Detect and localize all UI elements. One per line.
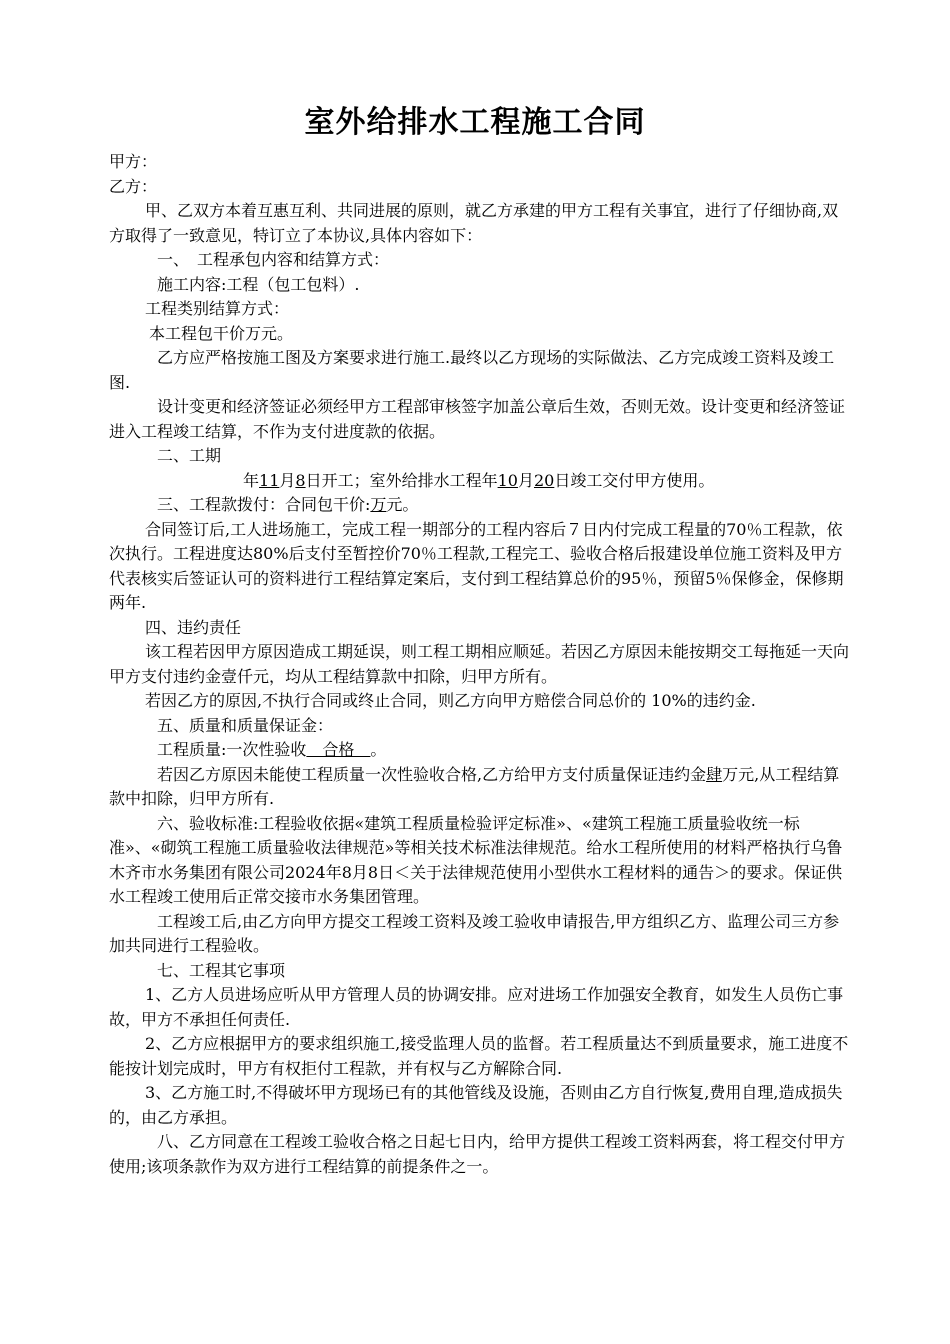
- contract-body: [109, 150, 851, 1179]
- section-3-heading-text: 元。: [386, 495, 419, 514]
- section-7-item: 3、乙方施工时,不得破坏甲方现场已有的其他管线及设施，否则由乙方自行恢复,费用自理,造成损失的，由乙方承担。: [109, 1083, 843, 1127]
- quality-grade: 合格: [306, 740, 371, 759]
- guarantee-text: 若因乙方原因未能使工程质量一次性验收合格,乙方给甲方支付质量保证违约金: [157, 764, 707, 784]
- section-8-paragraph-1: 八、乙方同意在工程竣工验收合格之日起七日内，给甲方提供工程竣工资料两套，将工程交付甲方使用;该项条款作为双方进行工程结算的前提条件之一。: [109, 1132, 846, 1176]
- section-7-heading: 七、工程其它事项: [157, 960, 286, 980]
- party-b-label: 乙方：: [109, 176, 158, 196]
- schedule-text: 年: [243, 470, 260, 490]
- schedule-text: 日开工；室外给排水工程年: [305, 470, 498, 490]
- section-1-content: 施工内容:工程（包工包料）.: [157, 274, 360, 294]
- section-2-heading: 二、工期: [157, 446, 222, 465]
- document-title: 室外给排水工程施工合同: [304, 105, 646, 140]
- section-1-heading: 一、 工程承包内容和结算方式：: [157, 250, 390, 269]
- guarantee-text: 万元,从工程结算款中扣除，归甲方所有.: [109, 764, 840, 808]
- contract-price-unit: 万: [370, 495, 387, 514]
- section-3-heading-text: 三、工程款拨付：合同包干价:: [157, 495, 371, 514]
- party-a-label: 甲方：: [109, 152, 158, 171]
- section-1-price: 本工程包干价万元。: [149, 323, 294, 343]
- section-7-item: 2、乙方应根据甲方的要求组织施工,接受监理人员的监督。若工程质量达不到质量要求，施工进度不能按计划完成时，甲方有权拒付工程款，并有权与乙方解除合同.: [109, 1034, 849, 1078]
- section-3-paragraph-1: 合同签订后,工人进场施工，完成工程一期部分的工程内容后７日内付完成工程量的70％工程款，依次执行。工程进度达80%后支付至暂控价70％工程款,工程完工、验收合格后报建设单位施工资料及甲方代表核实后签证认可的资料进行工程结算定案后，支付到工程结算总价的95％，预留5％保修金，保修期两年.: [109, 519, 844, 612]
- guarantee-amount: 肆: [706, 764, 723, 784]
- section-5-quality: [109, 738, 851, 763]
- section-5-heading: 五、质量和质量保证金：: [157, 715, 334, 735]
- section-7-item: 1、乙方人员进场应听从甲方管理人员的协调安排。应对进场工作加强安全教育，如发生人员伤亡事故，甲方不承担任何责任.: [109, 985, 844, 1029]
- section-4-paragraph-1: 该工程若因甲方原因造成工期延误，则工程工期相应顺延。若因乙方原因未能按期交工每拖延一天向甲方支付违约金壹仟元，均从工程结算款中扣除，归甲方所有。: [109, 642, 850, 686]
- section-1-paragraph-1: 乙方应严格按施工图及方案要求进行施工.最终以乙方现场的实际做法、乙方完成竣工资料及竣工图.: [109, 348, 835, 392]
- section-4-heading: 四、违约责任: [145, 617, 242, 637]
- schedule-text: 月: [517, 470, 534, 490]
- schedule-text: 日竣工交付甲方使用。: [554, 470, 715, 490]
- section-1-paragraph-2: 设计变更和经济签证必须经甲方工程部审核签字加盖公章后生效，否则无效。设计变更和经济签证进入工程竣工结算，不作为支付进度款的依据。: [109, 397, 846, 441]
- section-6-paragraph-1: 六、验收标准:工程验收依据«建筑工程质量检验评定标准»、«建筑工程施工质量验收统一标准»、«砌筑工程施工质量验收法律规范»等相关技术标准法律规范。给水工程所使用的材料严格执行乌鲁木齐市水务集团有限公司2024年8月8日＜关于法律规范使用小型供水工程材料的通告＞的要求。保证供水工程竣工使用后正常交接市水务集团管理。: [109, 813, 843, 906]
- section-4-paragraph-2: 若因乙方的原因,不执行合同或终止合同，则乙方向甲方赔偿合同总价的 10%的违约金.: [145, 691, 756, 710]
- end-day: 20: [533, 470, 555, 490]
- start-day: 8: [295, 470, 306, 490]
- end-month: 10: [497, 470, 518, 490]
- quality-text: 工程质量:一次性验收: [157, 740, 307, 759]
- schedule-text: 月: [279, 470, 296, 490]
- intro-paragraph: 甲、乙双方本着互惠互利、共同进展的原则，就乙方承建的甲方工程有关事宜，进行了仔细协商,双方取得了一致意见，特订立了本协议,具体内容如下：: [109, 201, 839, 245]
- section-6-paragraph-2: 工程竣工后,由乙方向甲方提交工程竣工资料及竣工验收申请报告,甲方组织乙方、监理公司三方参加共同进行工程验收。: [109, 911, 840, 955]
- section-5-paragraph-1: [109, 763, 851, 812]
- section-2-schedule-line: [109, 469, 851, 494]
- quality-text: 。: [370, 740, 387, 759]
- section-3-heading: [109, 493, 851, 518]
- section-1-settlement-heading: 工程类别结算方式：: [145, 299, 290, 318]
- start-month: 11: [259, 470, 280, 490]
